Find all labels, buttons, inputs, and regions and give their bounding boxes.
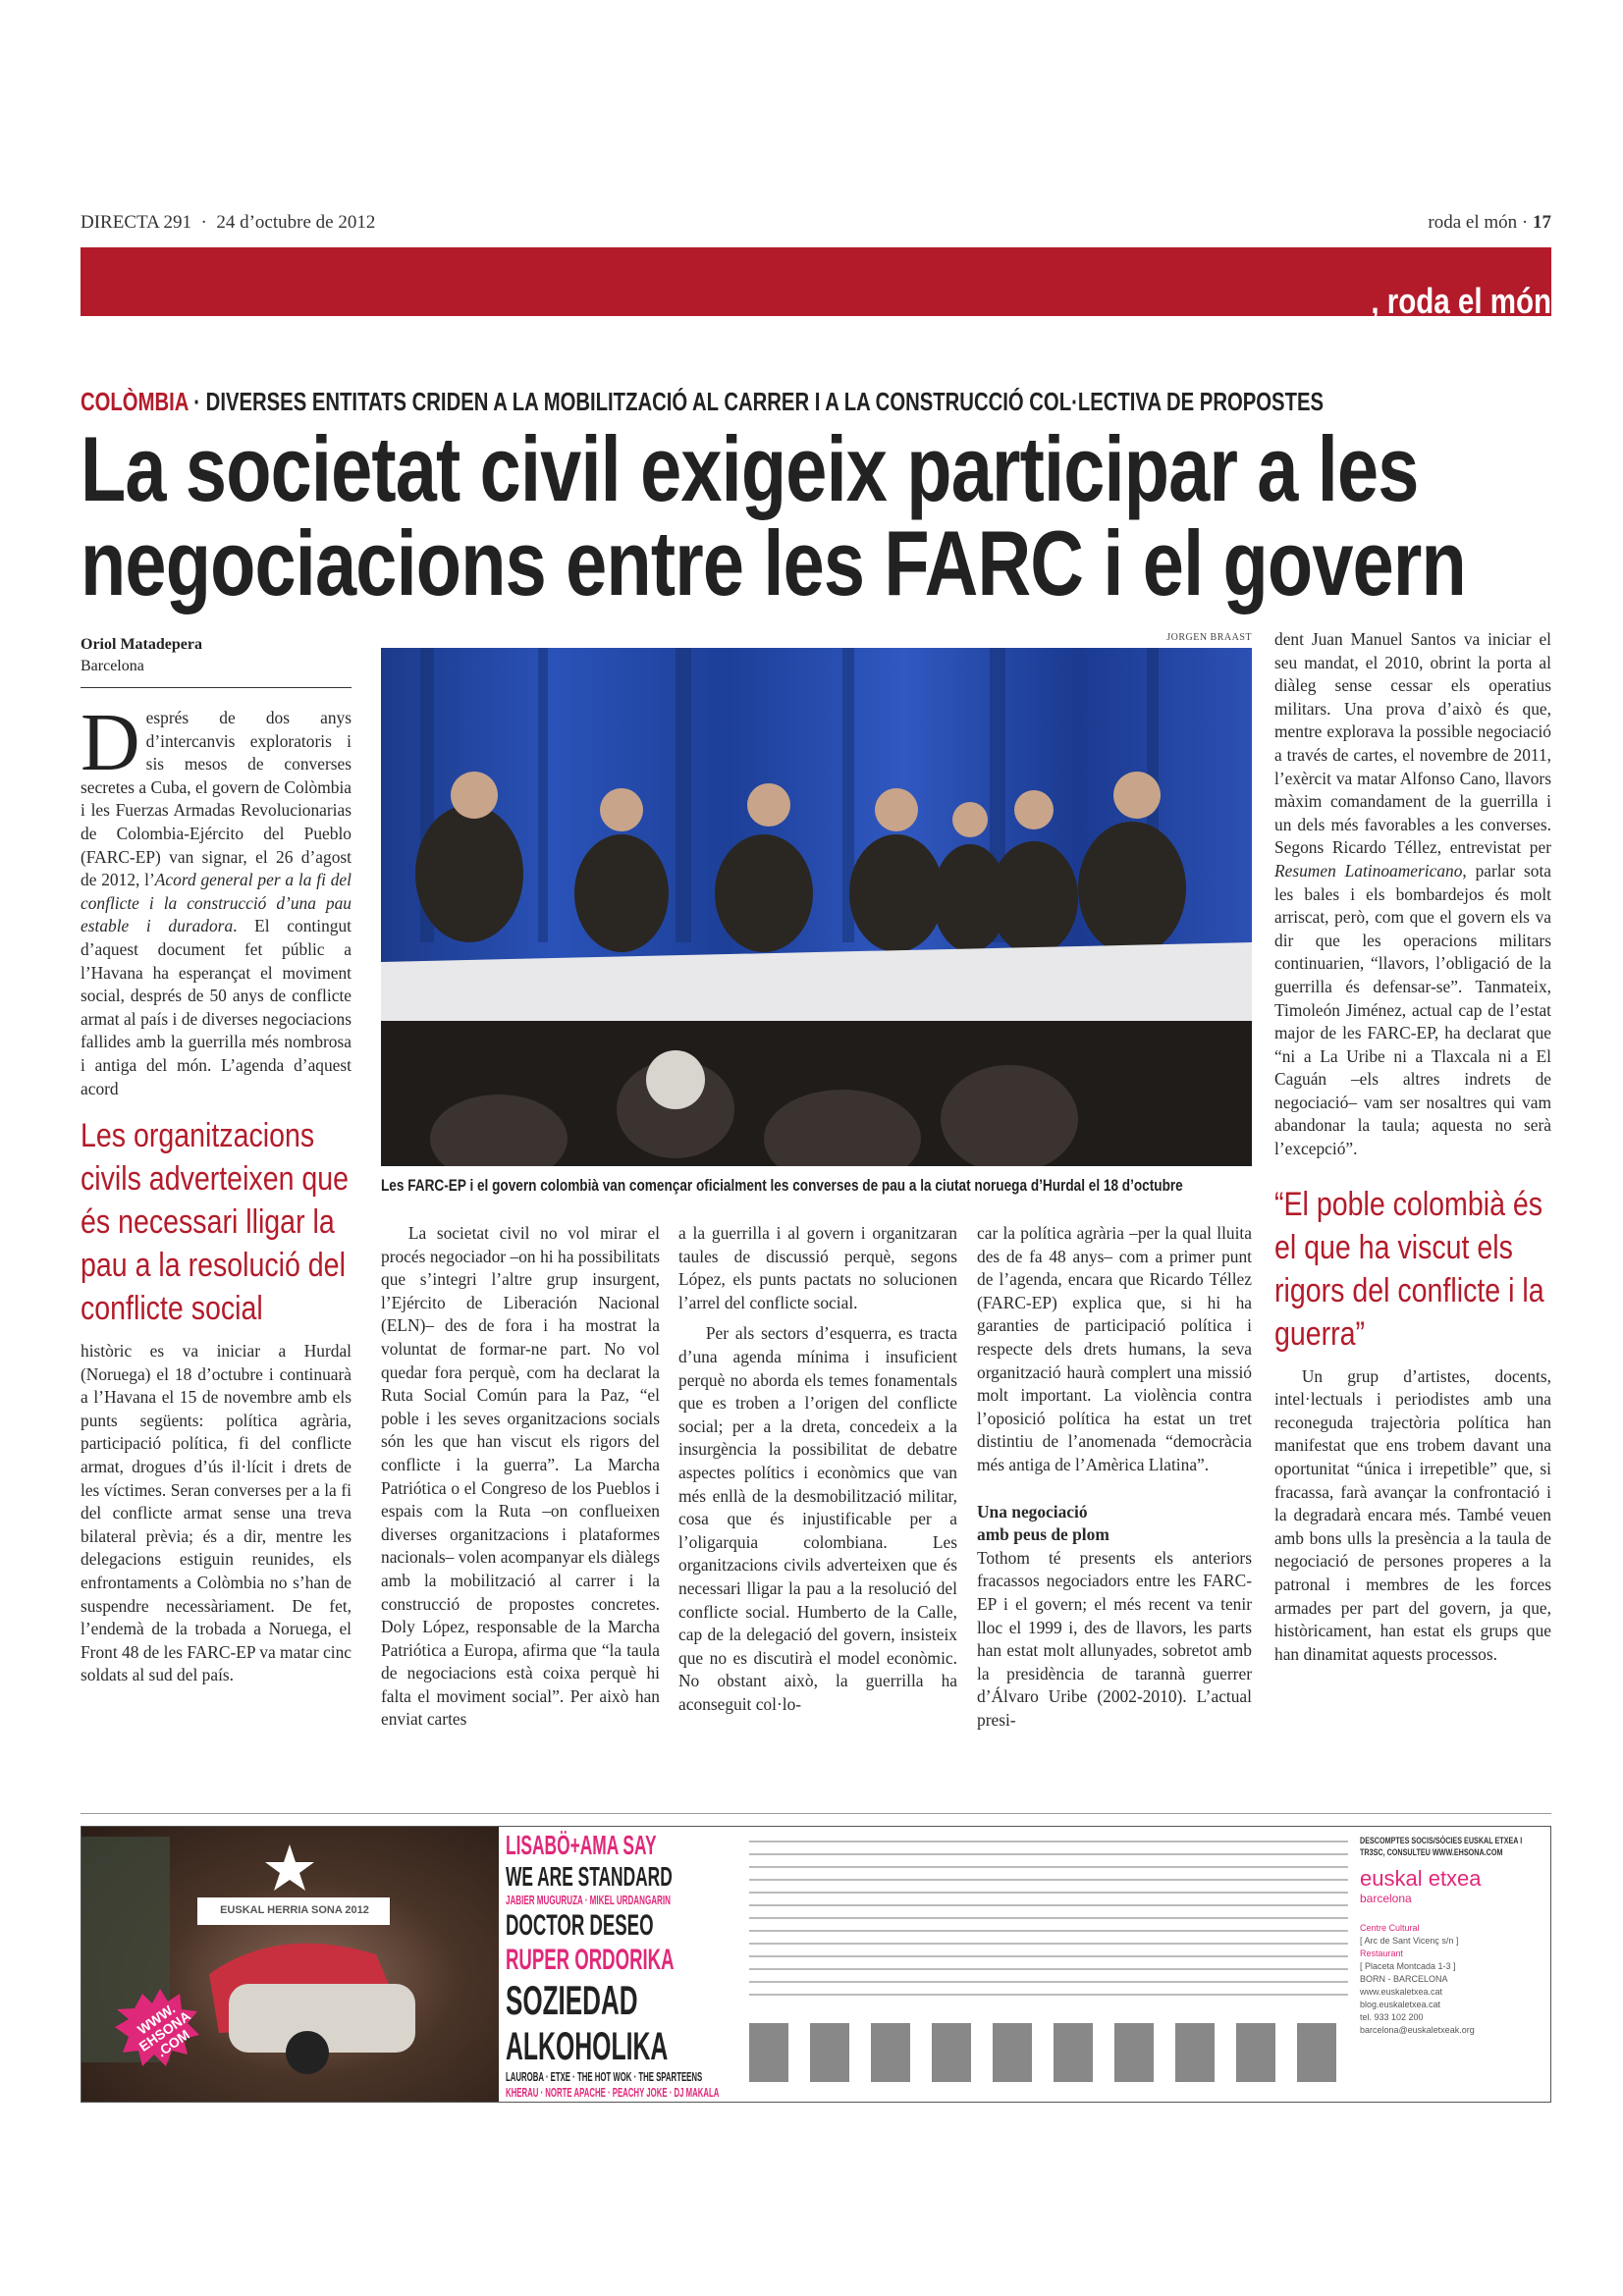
lineup-item: WE ARE STANDARD (506, 1861, 673, 1892)
lineup-item: LAUROBA · ETXE · THE HOT WOK · THE SPARTEENS (506, 2069, 703, 2084)
ad-info-line: BORN - BARCELONA (1360, 1974, 1448, 1984)
issue-date: 24 d’octubre de 2012 (216, 212, 376, 233)
text: esprés de dos anys d’intercanvis exploratoris i sis mesos de converses secretes a Cuba, el govern de Colòmbia i les Fuerzas Armadas Revolucionarias de Colombia-Ejército del Pueblo (FARC-EP) van signar, el 26 d’agost de 2012, l’ (81, 708, 352, 890)
headline-line-2: negociacions entre les FARC i el govern (81, 511, 1466, 614)
text: . El contingut d’aquest document fet públic a l’Havana ha esperançat el moviment social, després de 50 anys de conflicte armat al país i de diverses negociacions fallides amb la guerrilla més nombrosa i antiga del món. L’agenda d’aquest acord (81, 916, 352, 1098)
section-page (1428, 212, 1551, 234)
issue-info (81, 212, 375, 234)
ad-info-line: tel. 933 102 200 (1360, 2012, 1424, 2022)
ad-lineup (506, 1830, 731, 2101)
ad-schedule-text (749, 1841, 1348, 1998)
photo-caption: Les FARC-EP i el govern colombià van començar oficialment les converses de pau a la ciutat noruega d’Hurdal el 18 d’octubre (381, 1176, 1183, 1195)
news-photo (381, 648, 1252, 1166)
body-column-1 (81, 697, 352, 1687)
photo-credit: JORGEN BRAAST (1166, 632, 1252, 643)
ad-info-link[interactable]: www.euskaletxea.cat (1360, 1987, 1443, 1997)
body-column-3 (678, 1222, 957, 1716)
lineup-item: ALKOHOLIKA (506, 2025, 669, 2068)
text: dent Juan Manuel Santos va iniciar el seu mandat, el 2010, obrint la porta al diàleg sense cessar els operatius militars. Una prova d’això és que, mentre explorava la possible negociació a través de cartes, el novembre de 2011, l’exèrcit va matar Alfonso Cano, llavors màxim comandament de la guerrilla i un dels més favorables a les converses. Segons Ricardo Téllez, entrevistat per (1274, 629, 1551, 858)
lineup-item: KHERAU · NORTE APACHE · PEACHY JOKE · DJ MAKALA (506, 2085, 720, 2100)
paragraph (81, 697, 352, 1100)
lineup-item: LISABÖ+AMA SAY (506, 1830, 657, 1860)
headline (81, 417, 1466, 614)
paragraph (1274, 628, 1551, 1161)
subheading-line-1: Una negociació (977, 1501, 1088, 1522)
ad-info-line: [ Placeta Montcada 1-3 ] (1360, 1961, 1456, 1971)
ad-banner: EUSKAL HERRIA SONA 2012 (220, 1904, 369, 1916)
ad-info-line: Restaurant (1360, 1949, 1404, 1958)
body-column-4 (977, 1222, 1252, 1732)
lineup-item: DOCTOR DESEO (506, 1909, 654, 1942)
section-band-label: , roda el món (1371, 281, 1551, 321)
kicker (81, 387, 1324, 417)
body-column-5 (1274, 628, 1551, 1666)
author: Oriol Matadepera (81, 636, 202, 653)
ad-sponsor-logos (749, 2023, 1348, 2082)
ad-brand-city: barcelona (1360, 1892, 1412, 1905)
paragraph: car la política agrària –per la qual lluita des de fa 48 anys– com a primer punt de l’agenda, encara que Ricardo Téllez (FARC-EP) explica que, si hi ha garanties de participació política i respecte dels drets humans, la seva organització haurà complert una missió molt important. La violència contra l’oposició política ha estat un tret distintiu de l’anomenada “democràcia més antiga de l’Amèrica Llatina”. (977, 1223, 1252, 1474)
subheading-line-2: amb peus de plom (977, 1524, 1109, 1545)
separator-dot: · (1521, 212, 1533, 233)
subheading (977, 1501, 1252, 1547)
pull-quote-1: Les organitzacions civils adverteixen que és necessari lligar la pau a la resolució del conflicte social (81, 1117, 350, 1328)
pull-quote-2: “El poble colombià és el que ha viscut els rigors del conflicte i la guerra” (1274, 1185, 1544, 1353)
issue-number: DIRECTA 291 (81, 212, 192, 233)
kicker-text: · DIVERSES ENTITATS CRIDEN A LA MOBILITZACIÓ AL CARRER I A LA CONSTRUCCIÓ COL·LECTIVA DE PROPOSTES (193, 387, 1325, 416)
separator-dot: · (195, 212, 212, 233)
headline-line-1: La societat civil exigeix participar a les (81, 417, 1419, 520)
italic-title: Resumen Latinoamericano (1274, 860, 1463, 881)
italic-title: Acord general per a la fi del conflicte i la construcció d’una pau estable i duradora (81, 870, 352, 936)
ad-discount: DESCOMPTES SOCIS/SÒCIES EUSKAL ETXEA I TR3SC, CONSULTEU WWW.EHSONA.COM (1360, 1836, 1523, 1857)
paragraph: Tothom té presents els anteriors fracassos negociadors entre les FARC-EP i el govern; el més recent va tenir lloc el 1999 i, des de llavors, les parts han estat molt allunyades, sobretot amb la presidència de tarannà guerrer d’Álvaro Uribe (2002-2010). L’actual presi- (977, 1547, 1252, 1730)
ad-info-line: [ Arc de Sant Vicenç s/n ] (1360, 1936, 1459, 1946)
paragraph: Per als sectors d’esquerra, es tracta d’una agenda mínima i insuficient perquè no aborda els temes fonamentals que es troben a l’origen del conflicte social; per a la dreta, concedeix a la insurgència la possibilitat de debatre aspectes polítics i econòmics que van més enllà de la desmobilització militar, cosa que és injustificable per a l’oligarquia colombiana. Les organitzacions civils adverteixen que és necessari lligar la pau a la resolució del conflicte social. Humberto de la Calle, cap de la delegació del govern, insisteix que no es discutirà el model econòmic. No obstant això, la guerrilla ha aconseguit col·lo- (678, 1323, 957, 1714)
paragraph: històric es va iniciar a Hurdal (Noruega) el 18 d’octubre i continuarà a l’Havana el 15 de novembre amb els punts següents: política agrària, participació política, fi del conflicte armat, drogues d’ús il·lícit i drets de les víctimes. Seran converses per a la fi del conflicte armat sense una treva bilateral prèvia; és a dir, mentre les delegacions estiguin reunides, els enfrontaments a Colòmbia no s’han de suspendre necessàriament. De fet, l’endemà de la trobada a Noruega, el Front 48 de les FARC-EP va matar cinc soldats al sud del país. (81, 1341, 352, 1685)
page-number: 17 (1533, 212, 1551, 233)
body-column-2 (381, 1222, 660, 1732)
lineup-item: RUPER ORDORIKA (506, 1944, 675, 1976)
ad-info (1360, 1835, 1546, 2037)
paragraph: La societat civil no vol mirar el procés negociador –on hi ha possibilitats que s’integri l’altre grup insurgent, l’Ejército de Liberación Nacional (ELN)– des de fora i ha mostrat la voluntat de formar-ne part. No vol quedar fora perquè, com ha declarat la Ruta Social Común para la Paz, “el poble i les seves organitzacions socials són les que han viscut els rigors del conflicte i la guerra”. La Marcha Patriótica o el Congreso de los Pueblos i espais com la Ruta –on conflueixen diverses organitzacions i plataformes nacionals– volen acompanyar els diàlegs amb la mobilització al carrer i la construcció de propostes concretes. Doly López, responsable de la Marcha Patriótica a Europa, afirma que “la taula de negociacions està coixa perquè hi falta el moviment social”. Per això han enviat cartes (381, 1223, 660, 1730)
ad-info-link[interactable]: blog.euskaletxea.cat (1360, 2000, 1441, 2009)
byline (81, 634, 352, 688)
ad-brand: euskal etxea (1360, 1866, 1482, 1891)
section-name: roda el món (1428, 212, 1518, 233)
drop-cap: D (81, 697, 140, 788)
advertisement[interactable] (81, 1826, 1551, 2103)
press-conference-image (381, 648, 1252, 1166)
ad-info-email[interactable]: barcelona@euskaletxeak.org (1360, 2025, 1475, 2035)
paragraph: a la guerrilla i al govern i organitzaran taules de discussió perquè, segons López, els punts pactats no solucionen l’arrel del conflicte social. (678, 1223, 957, 1312)
ad-info-line: Centre Cultural (1360, 1923, 1420, 1933)
ad-photo (81, 1827, 499, 2103)
lineup-item: SOZIEDAD (506, 1977, 638, 2023)
location: Barcelona (81, 658, 144, 674)
text: , parlar sota les bales i els bombardejos és molt arriscat, però, com que el govern els va dir que les operacions militars continuarien, “llavors, l’obligació de la guerrilla és defensar-se”. Tanmateix, Timoleón Jiménez, actual cap de l’estat major de les FARC-EP, ha declarat que “ni a La Uribe ni a Tlaxcala ni a El Caguán –els altres indrets de negociació– vam ser nosaltres qui vam abandonar la taula; aquesta no serà l’excepció”. (1274, 860, 1551, 1159)
divider (81, 1813, 1551, 1814)
lineup-item: JABIER MUGURUZA · MIKEL URDANGARIN (506, 1893, 671, 1907)
paragraph: Un grup d’artistes, docents, intel·lectuals i periodistes amb una reconeguda trajectòria política han manifestat que ens trobem davant una oportunitat “única i irrepetible” que, si fracassa, farà avançar la confrontació i la degradarà encara més. També veuen amb bons ulls la presència a la taula de negociació de persones properes a la patronal i membres de les forces armades per part del govern, ja que, històricament, han estat els grups que han dinamitat aquests processos. (1274, 1365, 1551, 1664)
section-band (81, 247, 1551, 321)
ad-website-badge[interactable]: WWW. EHSONA .COM (134, 2000, 193, 2060)
kicker-topic: COLÒMBIA (81, 387, 189, 416)
